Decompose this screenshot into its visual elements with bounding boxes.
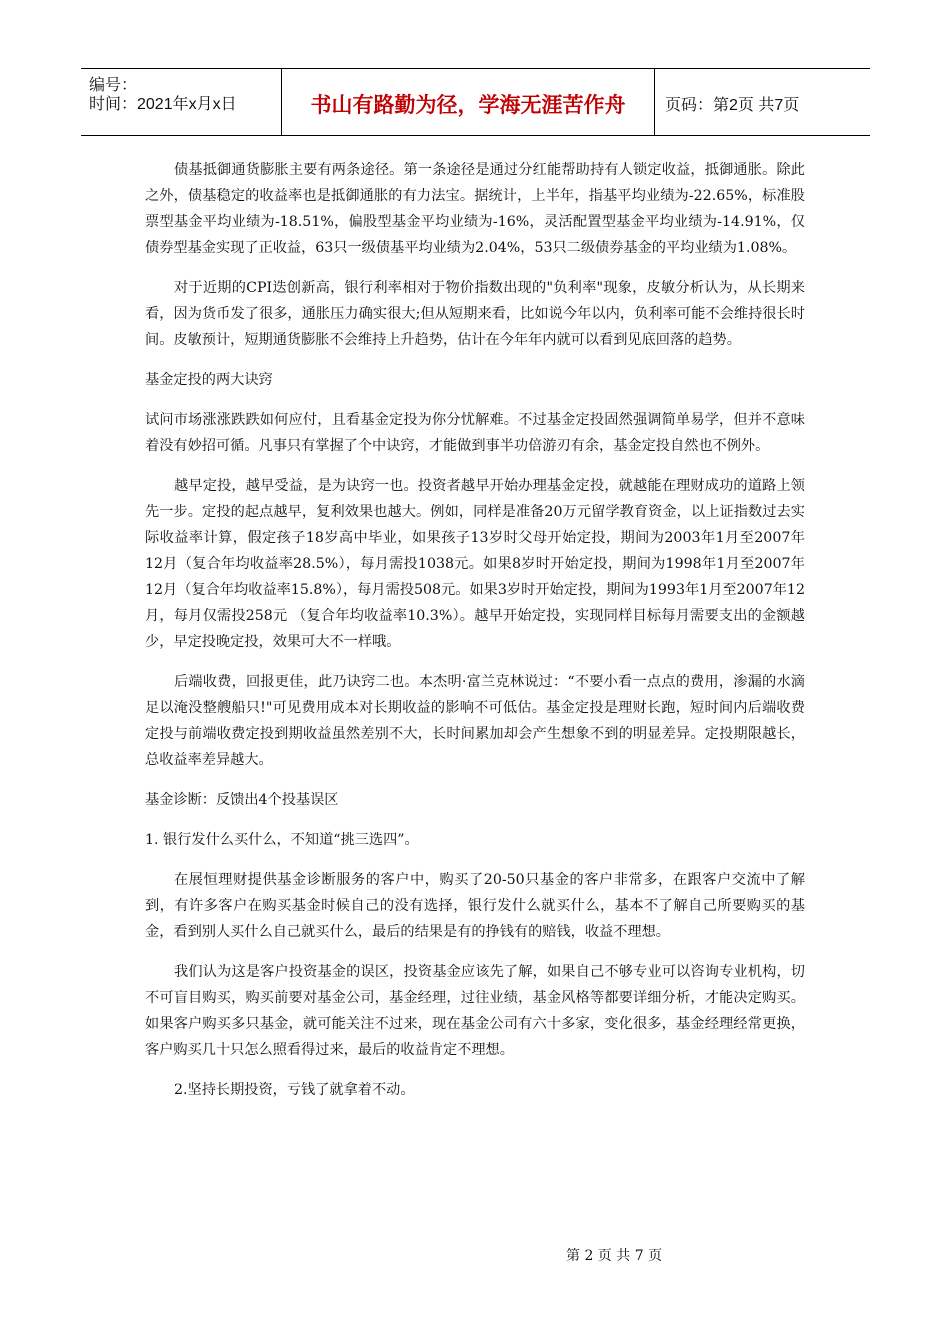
header-right-cell bbox=[655, 69, 870, 135]
document-date: 时间：2021年x月x日 bbox=[89, 96, 237, 113]
document-number-label: 编号： bbox=[89, 77, 138, 94]
document-body bbox=[145, 157, 805, 1117]
paragraph-bond-fund-inflation: 债基抵御通货膨胀主要有两条途径。第一条途径是通过分红能帮助持有人锁定收益，抵御通胀。除此之外，债基稳定的收益率也是抵御通胀的有力法宝。据统计，上半年，指基平均业绩为-22.65%，标准股票型基金平均业绩为-18.51%，偏股型基金平均业绩为-16%，灵活配置型基金平均业绩为-14.91%，仅债券型基金实现了正收益，63只一级债基平均业绩为2.04%，53只二级债券基金的平均业绩为1.08%。 bbox=[145, 162, 805, 256]
header-motto: 书山有路勤为径，学海无涯苦作舟 bbox=[310, 93, 626, 117]
paragraph-misconception-analysis: 我们认为这是客户投资基金的误区，投资基金应该先了解，如果自己不够专业可以咨询专业机构，切不可盲目购买，购买前要对基金公司，基金经理，过往业绩，基金风格等都要详细分析，才能决定购买。如果客户购买多只基金，就可能关注不过来，现在基金公司有六十多家，变化很多，基金经理经常更换，客户购买几十只怎么照看得过来，最后的收益肯定不理想。 bbox=[145, 964, 805, 1058]
paragraph-cpi-negative-rate: 对于近期的CPI迭创新高，银行利率相对于物价指数出现的"负利率"现象，皮敏分析认为，从长期来看，因为货币发了很多，通胀压力确实很大;但从短期来看，比如说今年以内，负利率可能不会维持很长时间。皮敏预计，短期通货膨胀不会维持上升趋势，估计在今年年内就可以看到见底回落的趋势。 bbox=[145, 280, 805, 348]
paragraph-fixed-investment-intro: 试问市场涨涨跌跌如何应付，且看基金定投为你分忧解难。不过基金定投固然强调简单易学，但并不意味着没有妙招可循。凡事只有掌握了个中诀窍，才能做到事半功倍游刃有余，基金定投自然也不例外。 bbox=[145, 412, 805, 454]
header-left-cell bbox=[81, 69, 281, 135]
list-item-misconception-one: 1. 银行发什么买什么，不知道“挑三选四”。 bbox=[145, 832, 419, 848]
section-heading-fund-diagnosis: 基金诊断：反馈出4个投基误区 bbox=[145, 792, 339, 808]
list-item-misconception-two: 2.坚持长期投资，亏钱了就拿着不动。 bbox=[174, 1082, 415, 1098]
header-table bbox=[81, 68, 870, 136]
header-motto-cell bbox=[281, 69, 655, 135]
page-footer: 第 2 页 共 7 页 bbox=[566, 1248, 663, 1264]
page-indicator: 页码：第2页 共7页 bbox=[665, 97, 800, 114]
paragraph-tip-two: 后端收费，回报更佳，此乃诀窍二也。本杰明·富兰克林说过：“不要小看一点点的费用，渗漏的水滴足以淹没整艘船只!"可见费用成本对长期收益的影响不可低估。基金定投是理财长跑，短时间内后端收费定投与前端收费定投到期收益虽然差别不大，长时间累加却会产生想象不到的明显差异。定投期限越长，总收益率差异越大。 bbox=[145, 674, 805, 768]
paragraph-tip-one: 越早定投，越早受益，是为诀窍一也。投资者越早开始办理基金定投，就越能在理财成功的道路上领先一步。定投的起点越早，复利效果也越大。例如，同样是准备20万元留学教育资金，以上证指数过去实际收益率计算，假定孩子18岁高中毕业，如果孩子13岁时父母开始定投，期间为2003年1月至2007年12月（复合年均收益率28.5%），每月需投1038元。如果8岁时开始定投，期间为1998年1月至2007年12月（复合年均收益率15.8%），每月需投508元。如果3岁时开始定投，期间为1993年1月至2007年12月，每月仅需投258元 （复合年均收益率10.3%）。越早开始定投，实现同样目标每月需要支出的金额越少，早定投晚定投，效果可大不一样哦。 bbox=[145, 478, 805, 650]
paragraph-diagnosis-clients: 在展恒理财提供基金诊断服务的客户中，购买了20-50只基金的客户非常多，在跟客户交流中了解到，有许多客户在购买基金时候自己的没有选择，银行发什么就买什么，基本不了解自己所要购买的基金，看到别人买什么自己就买什么，最后的结果是有的挣钱有的赔钱，收益不理想。 bbox=[145, 872, 805, 940]
section-heading-fixed-investment: 基金定投的两大诀窍 bbox=[145, 372, 273, 388]
